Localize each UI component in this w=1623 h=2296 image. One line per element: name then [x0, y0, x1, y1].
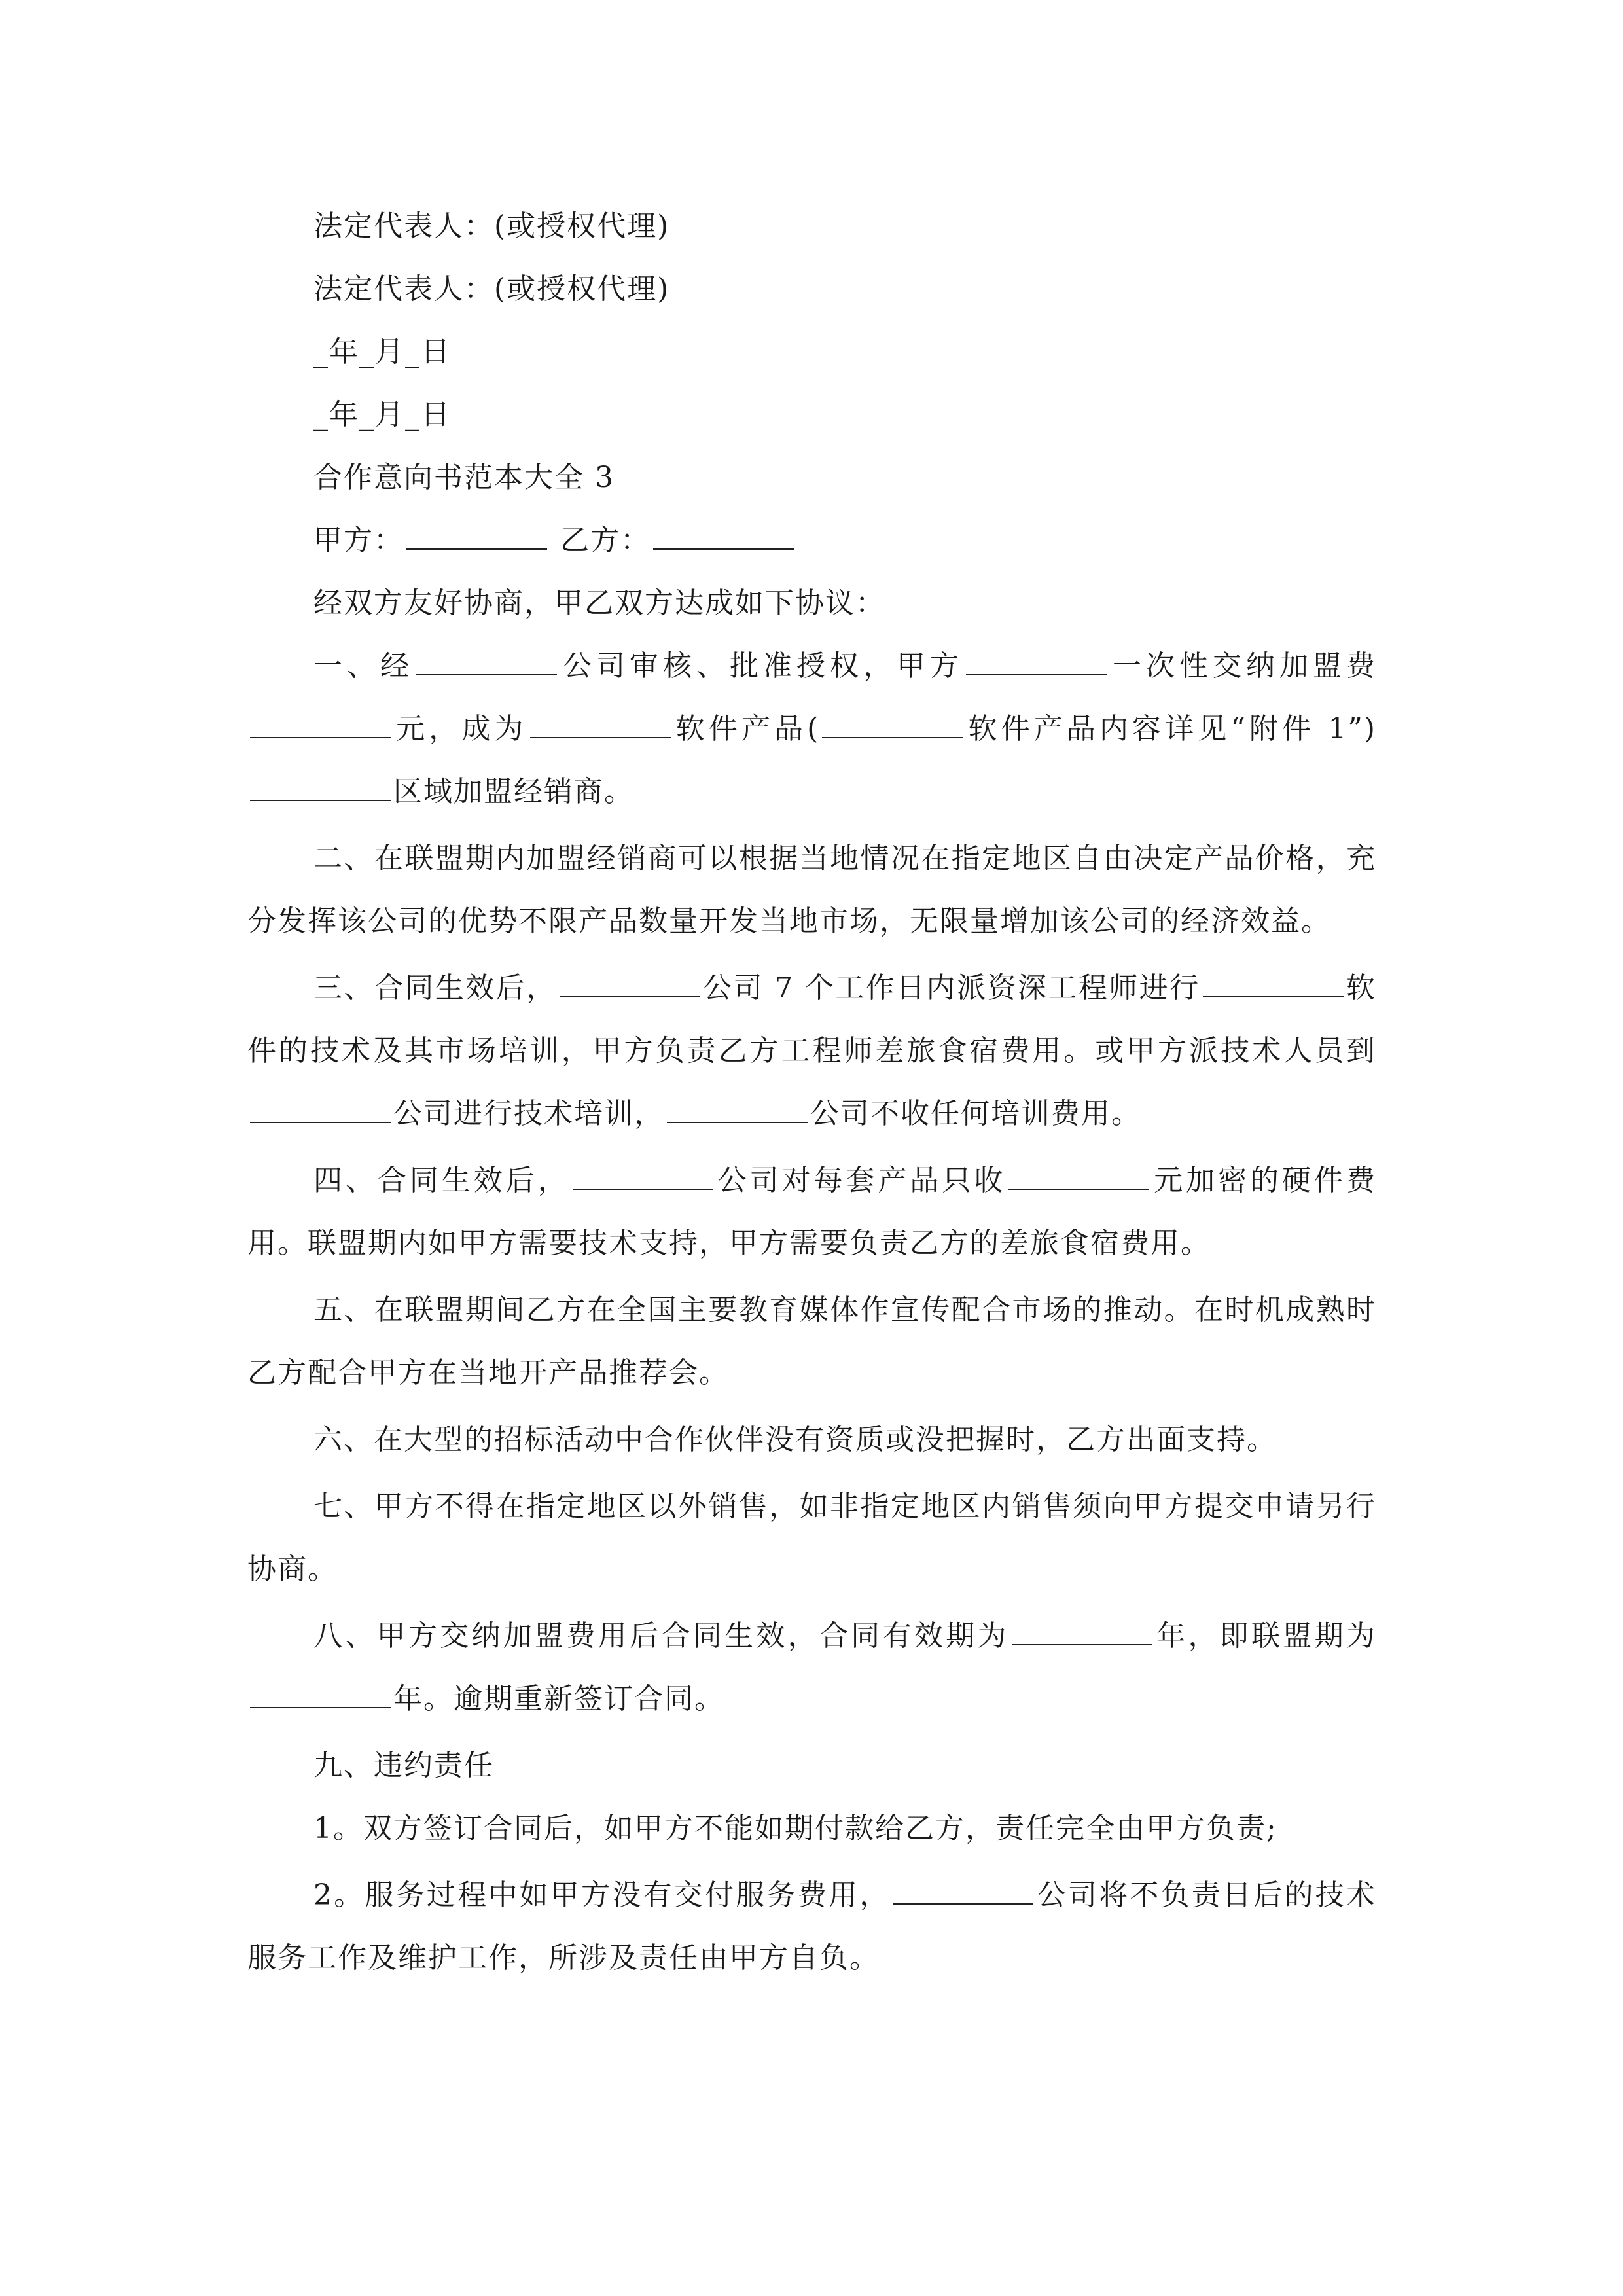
clause-1: 一、经 公司审核、批准授权，甲方 一次性交纳加盟费元，成为 软件产品( 软件产品内容详见“附件 1”)区域加盟经销商。	[247, 635, 1376, 823]
party-a-blank	[406, 520, 547, 550]
clause-2: 二、在联盟期内加盟经销商可以根据当地情况在指定地区自由决定产品价格，充分发挥该公司的优势不限产品数量开发当地市场，无限量增加该公司的经济效益。	[247, 842, 1376, 938]
legal-rep-line-1: 法定代表人：(或授权代理)	[313, 209, 670, 243]
clause-7: 七、甲方不得在指定地区以外销售，如非指定地区内销售须向甲方提交申请另行协商。	[247, 1490, 1376, 1586]
clause-9-2: 2。服务过程中如甲方没有交付服务费用， 公司将不负责日后的技术服务工作及维护工作，所涉及责任由甲方自负。	[247, 1864, 1376, 1990]
clause-9-1: 1。双方签订合同后，如甲方不能如期付款给乙方，责任完全由甲方负责;	[313, 1812, 1277, 1845]
clause-6: 六、在大型的招标活动中合作伙伴没有资质或没把握时，乙方出面支持。	[313, 1423, 1277, 1456]
clause-4: 四、合同生效后， 公司对每套产品只收 元加密的硬件费用。联盟期内如甲方需要技术支持，甲方需要负责乙方的差旅食宿费用。	[247, 1149, 1376, 1275]
document-body	[247, 195, 1376, 1994]
clause-5: 五、在联盟期间乙方在全国主要教育媒体作宣传配合市场的推动。在时机成熟时乙方配合甲方在当地开产品推荐会。	[247, 1293, 1376, 1390]
date-line-2: _年_月_日	[313, 398, 451, 431]
party-a-label: 甲方：	[313, 524, 404, 557]
clause-3: 三、合同生效后， 公司 7 个工作日内派资深工程师进行 软件的技术及其市场培训，甲方负责乙方工程师差旅食宿费用。或甲方派技术人员到公司进行技术培训， 公司不收任何培训费用。	[247, 957, 1376, 1145]
parties-line	[247, 509, 1376, 572]
clause-8: 八、甲方交纳加盟费用后合同生效，合同有效期为 年，即联盟期为年。逾期重新签订合同。	[247, 1605, 1376, 1731]
section-title: 合作意向书范本大全 3	[313, 461, 615, 494]
legal-rep-line-2: 法定代表人：(或授权代理)	[313, 272, 670, 306]
date-line-1: _年_月_日	[313, 335, 451, 368]
clause-9-title: 九、违约责任	[313, 1749, 494, 1782]
party-b-blank	[653, 520, 794, 550]
intro-line: 经双方友好协商，甲乙双方达成如下协议：	[313, 586, 885, 620]
party-b-label: 乙方：	[560, 524, 651, 557]
